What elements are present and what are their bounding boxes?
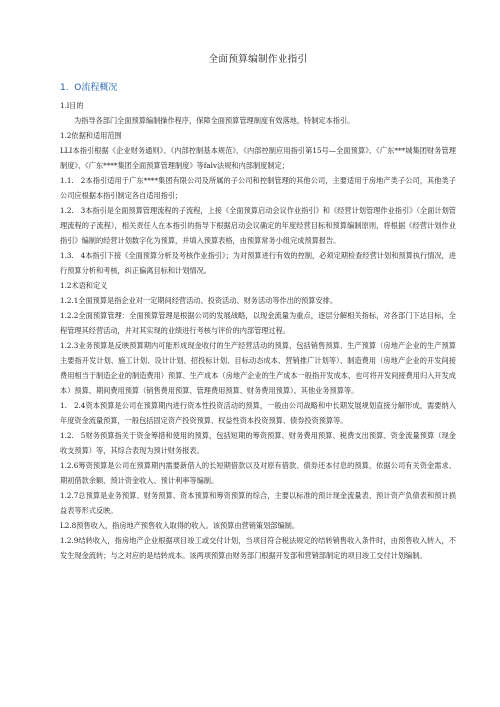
section-heading: 1. O流程概况 xyxy=(60,83,118,93)
paragraph: 1.2.3业务预算是反映预算期内可能形成现金收付的生产经营活动的预算，包括销售预算、生产预算（房地产企业的生产预算主要指开发计划、施工计划、设计计划、招投标计划、目标动态成本、营销推广计划等）、制造费用（房地产企业的开发间接费用相当于制造企业的制造费用）预算、生产成本（房地产企业的生产成本一般指开发成本，也可将开发间接费用归入开发成本）预算、期间费用预算（销售费用预算、管理费用预算、财务费用预算）、其他业务预算等。 xyxy=(60,341,456,395)
document-body xyxy=(60,98,456,563)
paragraph: 1. 2.4资本预算是公司在预算期内进行资本性投资活动的预算，一般由公司战略和中长期发展规划直接分解形成，需要纳入年度资金流量预算，一般包括固定资产投资预算、权益性资本投资预算、债券投资预算等。 xyxy=(60,401,456,425)
paragraph: 1.2.9结转收入，指房地产企业根据项目竣工或交付计划，当项目符合税法规定的结转销售收入条件时，由预售收入转入，不发生现金流转；与之对应的是结转成本。该两项预算由财务部门根据开发部和营销部制定的项目竣工交付计划编制。 xyxy=(60,536,456,560)
paragraph: 1.2.1全面预算是指企业对一定期间经营活动、投资活动、财务活动等作出的预算安排。 xyxy=(60,296,338,305)
subheading-terms: 1.2术语和定义 xyxy=(60,281,108,290)
paragraph: 1.2.7总预算是业务预算、财务预算、资本预算和筹资预算的综合，主要以标准的预计现金流量表、预计资产负债表和预计损益表等形式反映。 xyxy=(60,491,456,515)
paragraph: LLI本指引根据《企业财务通则》、《内部控制基本规范》、《内部控制应用指引第15号—全面预算》、《广东***城集团财务管理制度》、《广东****集团全面预算管理制度》等falv法规和内部制度制定； xyxy=(60,146,456,170)
subheading-purpose: 1.l目的 xyxy=(60,101,84,110)
paragraph: 为指导各部门全面预算编制操作程序，保障全面预算管理制度有效落地，特制定本指引。 xyxy=(74,116,355,125)
paragraph: 1.1. 2本指引适用于广东****集团有限公司及所属的子公司和控制管理的其他公司，主要适用于房地产类子公司，其他类子公司应根据本指引制定各自适用指引； xyxy=(60,176,456,200)
document-title: 全面预算编制作业指引 xyxy=(208,54,308,65)
subheading-basis-scope: 1.2依据和适用范围 xyxy=(60,131,122,140)
paragraph: 1.2.2全面预算管理：全面预算管理是根据公司的发展战略，以现金流量为重点，逐层分解相关指标，对各部门下达目标，全程管理其经营活动，并对其实现的业绩进行考核与评价的内部管理过程。 xyxy=(60,311,456,335)
paragraph: 1.2.6筹资预算是公司在预算期内需要新借入的长短期借款以及对原有借款、债券还本付息的预算，依据公司有关资金需求、期初借款余额、预计资金收入、预计利率等编制。 xyxy=(60,461,456,485)
paragraph: L2.8预售收入，指房地产预售收入取得的收入。该预算由营销策划部编制。 xyxy=(60,521,300,530)
paragraph: 1.3. 4本指引下接《全面预算分析及考核作业指引》；为对预算进行有效的控制，必须定期检查经营计划和预算执行情况，进行预算分析和考核，纠正偏离目标和计划情况。 xyxy=(60,251,456,275)
paragraph: 1.2. 5财务预算指关于资金筹措和使用的预算，包括短期的筹资预算、财务费用预算、税费支出预算、资金流量预算（现金收支预算）等，其综合表现为预计财务报表。 xyxy=(60,431,456,455)
paragraph: 1.2. 3本指引是全面预算管理流程的子流程，上接《全面预算启动会议作业指引》和《经营计划管理作业指引》（全面计划管理流程的子流程），相关责任人在本指引的指导下根据启动会议确定的年度经营目标和预算编制原则，将根据《经营计划作业指引》编制的经营计划数字化为预算，并填入预算表格，由预算常务小组完成预算报告。 xyxy=(60,206,456,245)
